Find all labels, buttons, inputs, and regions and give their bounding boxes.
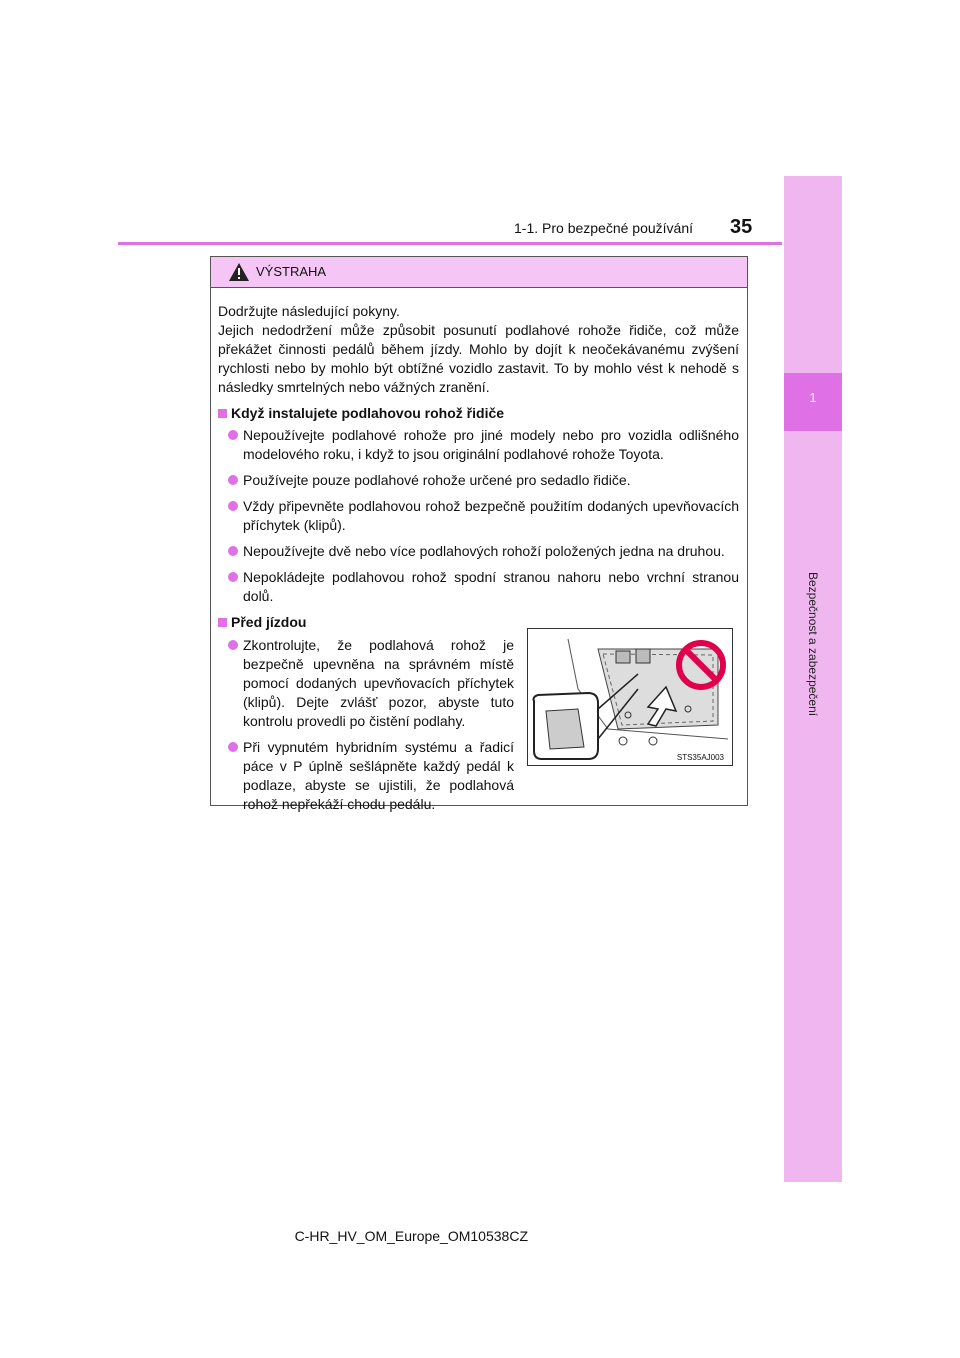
- square-bullet-icon: [218, 409, 227, 418]
- list-item: Nepoužívejte podlahové rohože pro jiné modely nebo pro vozidla odlišného modelového roku, i když to jsou originální podlahové rohože Toyota.: [228, 426, 739, 464]
- section-heading-before-driving: Před jízdou: [218, 613, 739, 632]
- bullet-icon: [228, 501, 238, 511]
- bullet-icon: [228, 640, 238, 650]
- list-item: Nepokládejte podlahovou rohož spodní stranou nahoru nebo vrchní stranou dolů.: [228, 568, 739, 606]
- square-bullet-icon: [218, 618, 227, 627]
- bullet-icon: [228, 475, 238, 485]
- list-item: Vždy připevněte podlahovou rohož bezpečně použitím dodaných upevňovacích příchytek (klipů).: [228, 497, 739, 535]
- bullet-icon: [228, 430, 238, 440]
- warning-header: [211, 257, 747, 288]
- bullet-icon: [228, 742, 238, 752]
- header-rule: [118, 242, 782, 245]
- section-title: 1-1. Pro bezpečné používání: [514, 220, 694, 236]
- figure-code: STS35AJ003: [676, 753, 724, 762]
- warning-title: VÝSTRAHA: [256, 264, 327, 279]
- list-item: Při vypnutém hybridním systému a řadicí páce v P úplně sešlápněte každý pedál k podlaze, abyste se ujistili, že podlahová rohož nepřekáží chodu pedálu.: [228, 738, 514, 814]
- bullet-icon: [228, 572, 238, 582]
- list-item: Nepoužívejte dvě nebo více podlahových rohoží položených jedna na druhou.: [228, 542, 739, 561]
- chapter-label: Bezpečnost a zabezpečení: [806, 572, 820, 717]
- floor-mat-illustration: [527, 628, 733, 766]
- warning-intro: Dodržujte následující pokyny.: [218, 303, 400, 319]
- chapter-number: 1: [809, 390, 817, 405]
- section-heading-install: Když instalujete podlahovou rohož řidiče: [218, 404, 739, 423]
- page-number: 35: [730, 216, 753, 238]
- warning-triangle-icon: [228, 262, 250, 282]
- document-code: C-HR_HV_OM_Europe_OM10538CZ: [294, 1228, 528, 1244]
- list-item: Zkontrolujte, že podlahová rohož je bezpečně upevněna na správném místě pomocí dodaných upevňovacích příchytek (klipů). Dejte zvlášť pozor, abyste tuto kontrolu provedli po čistění podlahy.: [228, 636, 514, 731]
- warning-intro-2: Jejich nedodržení může způsobit posunutí podlahové rohože řidiče, což může překážet činnosti pedálů během jízdy. Mohlo by dojít k neočekávanému zvýšení rychlosti nebo by mohlo být obtížné vozidlo zastavit. To by mohlo vést k nehodě s následky smrtelných nebo vážných zranění.: [218, 322, 739, 395]
- prohibited-icon: [675, 639, 727, 691]
- bullet-icon: [228, 546, 238, 556]
- list-item: Používejte pouze podlahové rohože určené pro sedadlo řidiče.: [228, 471, 739, 490]
